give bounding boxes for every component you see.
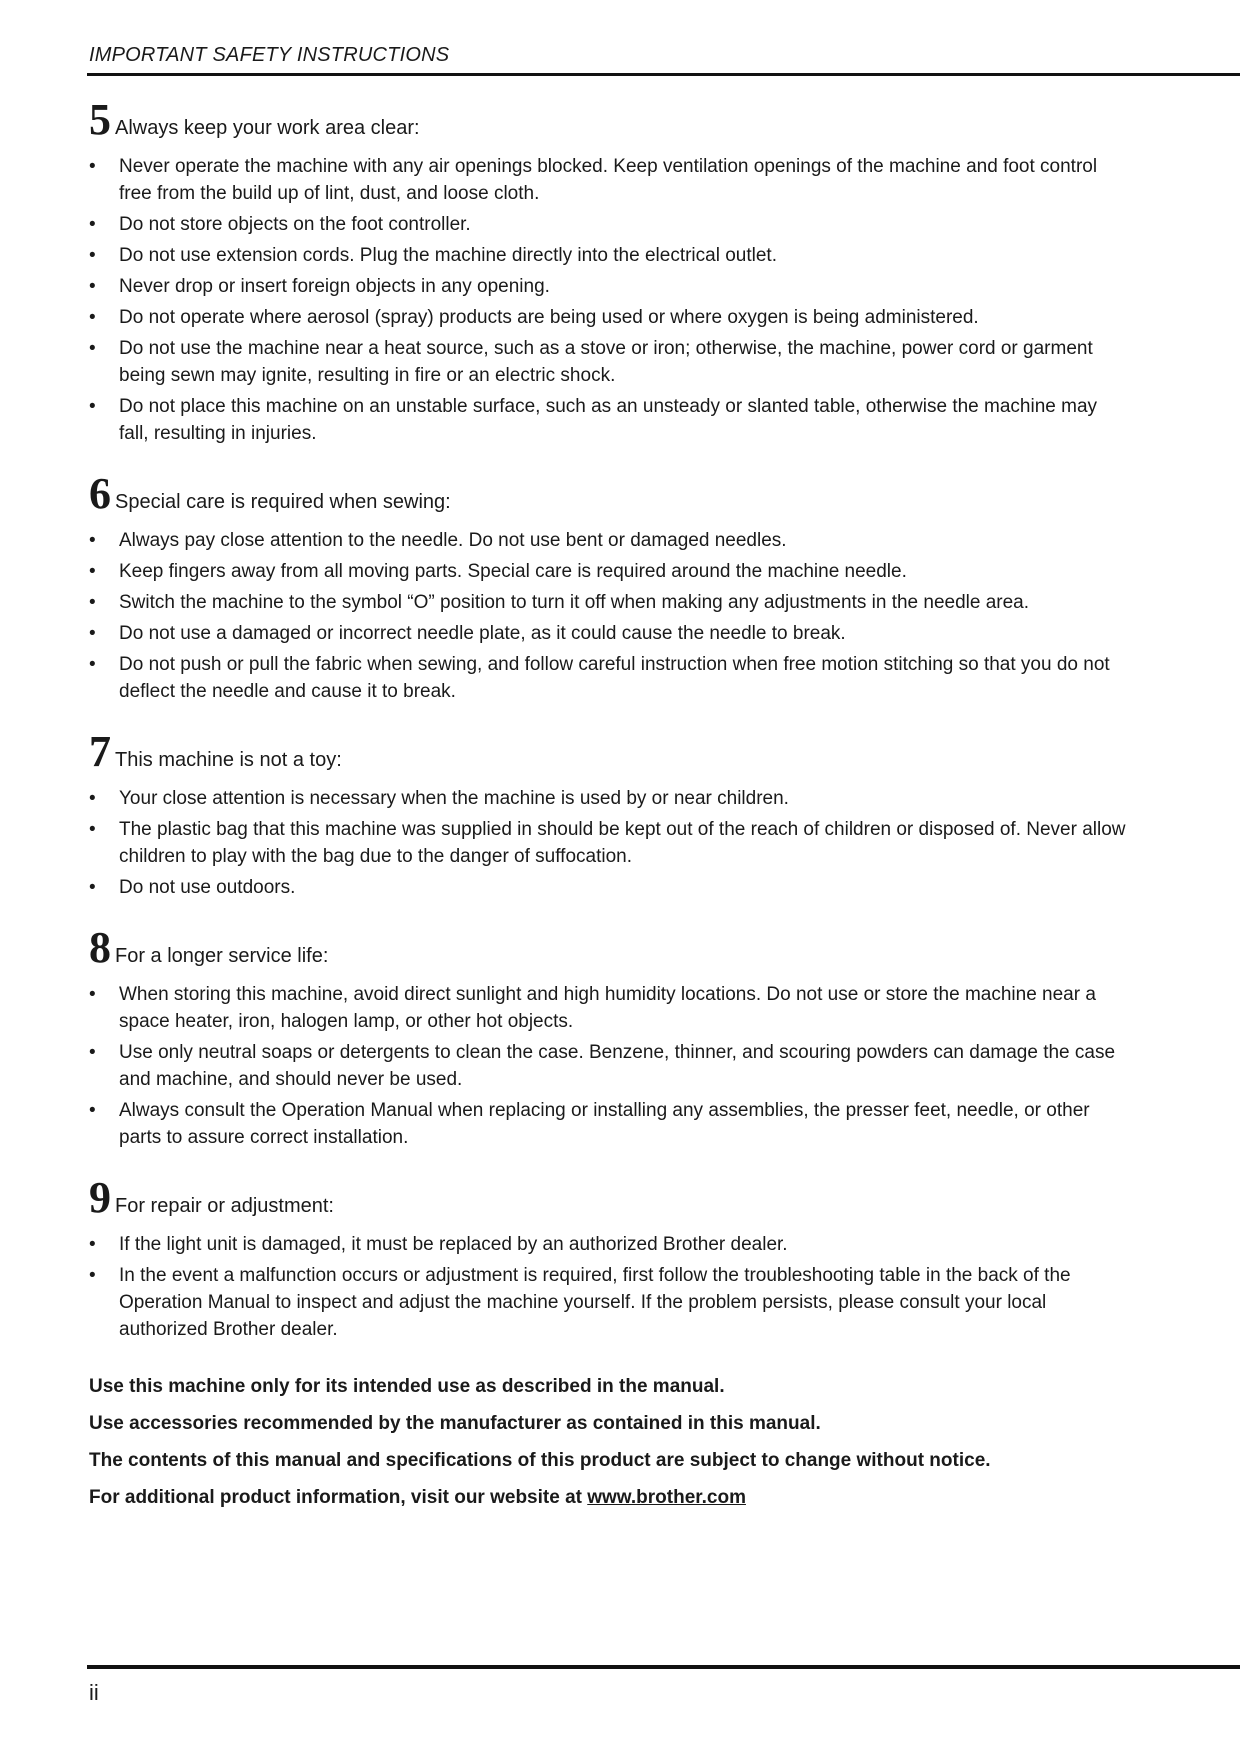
- section-heading: [89, 471, 1129, 517]
- bullet-icon: •: [89, 592, 96, 613]
- bullet-icon: •: [89, 338, 96, 359]
- bullet-icon: •: [89, 245, 96, 266]
- section-title: For a longer service life:: [115, 945, 329, 967]
- list-item-text: Do not place this machine on an unstable surface, such as an unsteady or slanted table, otherwise the machine may fall, resulting in injuries.: [119, 396, 1098, 444]
- list-item-text: In the event a malfunction occurs or adjustment is required, first follow the troubleshooting table in the back of the Operation Manual to inspect and adjust the machine yourself. If the problem persists, please consult your local authorized Brother dealer.: [119, 1265, 1071, 1340]
- instruction-list: [89, 785, 1129, 901]
- instruction-list: [89, 527, 1129, 705]
- running-header: IMPORTANT SAFETY INSTRUCTIONS: [89, 44, 450, 66]
- list-item-text: Do not use a damaged or incorrect needle plate, as it could cause the needle to break.: [119, 623, 846, 644]
- closing-note: Use accessories recommended by the manufacturer as contained in this manual.: [89, 1413, 821, 1434]
- bullet-icon: •: [89, 819, 96, 840]
- section-heading: [89, 925, 1129, 971]
- list-item-text: Keep fingers away from all moving parts. Special care is required around the machine needle.: [119, 561, 907, 582]
- section-title: For repair or adjustment:: [115, 1195, 334, 1217]
- section-title: Always keep your work area clear:: [115, 117, 420, 139]
- list-item: [89, 651, 1129, 705]
- list-item-text: The plastic bag that this machine was supplied in should be kept out of the reach of children or disposed of. Never allow children to play with the bag due to the danger of suffocation.: [119, 819, 1126, 867]
- section-number: 5: [89, 95, 111, 144]
- section-heading: [89, 97, 1129, 143]
- bullet-icon: •: [89, 1234, 96, 1255]
- website-note-text: For additional product information, visit our website at: [89, 1487, 588, 1508]
- safety-section-8: [89, 925, 1129, 1151]
- bullet-icon: •: [89, 877, 96, 898]
- bullet-icon: •: [89, 654, 96, 675]
- section-number: 9: [89, 1173, 111, 1222]
- list-item: [89, 211, 1129, 238]
- bullet-icon: •: [89, 156, 96, 177]
- list-item: [89, 981, 1129, 1035]
- bullet-icon: •: [89, 1265, 96, 1286]
- bullet-icon: •: [89, 396, 96, 417]
- instruction-list: [89, 981, 1129, 1151]
- list-item-text: Do not operate where aerosol (spray) products are being used or where oxygen is being administered.: [119, 307, 979, 328]
- list-item: [89, 393, 1129, 447]
- website-note: [89, 1484, 1129, 1511]
- list-item-text: Always consult the Operation Manual when replacing or installing any assemblies, the presser feet, needle, or other parts to assure correct installation.: [119, 1100, 1090, 1148]
- instruction-list: [89, 153, 1129, 447]
- list-item: [89, 273, 1129, 300]
- list-item-text: Never operate the machine with any air openings blocked. Keep ventilation openings of the machine and foot control free from the build up of lint, dust, and loose cloth.: [119, 156, 1098, 204]
- list-item: [89, 1039, 1129, 1093]
- bullet-icon: •: [89, 307, 96, 328]
- list-item: [89, 153, 1129, 207]
- section-number: 8: [89, 923, 111, 972]
- section-number: 7: [89, 727, 111, 776]
- closing-note: The contents of this manual and specifications of this product are subject to change without notice.: [89, 1450, 991, 1471]
- bullet-icon: •: [89, 276, 96, 297]
- instruction-list: [89, 1231, 1129, 1343]
- list-item: [89, 1231, 1129, 1258]
- bullet-icon: •: [89, 1042, 96, 1063]
- section-heading: [89, 729, 1129, 775]
- list-item: [89, 1262, 1129, 1343]
- list-item: [89, 1097, 1129, 1151]
- section-number: 6: [89, 469, 111, 518]
- website-link[interactable]: www.brother.com: [587, 1487, 746, 1508]
- list-item-text: Do not use extension cords. Plug the machine directly into the electrical outlet.: [119, 245, 777, 266]
- list-item: [89, 242, 1129, 269]
- list-item: [89, 874, 1129, 901]
- list-item-text: If the light unit is damaged, it must be replaced by an authorized Brother dealer.: [119, 1234, 788, 1255]
- list-item-text: Your close attention is necessary when the machine is used by or near children.: [119, 788, 789, 809]
- bullet-icon: •: [89, 788, 96, 809]
- list-item-text: Switch the machine to the symbol “O” position to turn it off when making any adjustments in the needle area.: [119, 592, 1030, 613]
- safety-section-5: [89, 97, 1129, 447]
- list-item: [89, 620, 1129, 647]
- list-item: [89, 816, 1129, 870]
- bullet-icon: •: [89, 623, 96, 644]
- bullet-icon: •: [89, 1100, 96, 1121]
- section-title: Special care is required when sewing:: [115, 491, 451, 513]
- bullet-icon: •: [89, 530, 96, 551]
- list-item-text: Do not push or pull the fabric when sewing, and follow careful instruction when free motion stitching so that you do not deflect the needle and cause it to break.: [119, 654, 1110, 702]
- bullet-icon: •: [89, 561, 96, 582]
- bullet-icon: •: [89, 984, 96, 1005]
- list-item-text: Use only neutral soaps or detergents to clean the case. Benzene, thinner, and scouring powders can damage the case and machine, and should never be used.: [119, 1042, 1116, 1090]
- list-item: [89, 527, 1129, 554]
- list-item-text: Always pay close attention to the needle. Do not use bent or damaged needles.: [119, 530, 787, 551]
- instructions-body: [89, 97, 1129, 1521]
- list-item: [89, 558, 1129, 585]
- closing-note: Use this machine only for its intended use as described in the manual.: [89, 1376, 725, 1397]
- list-item-text: Never drop or insert foreign objects in any opening.: [119, 276, 550, 297]
- page-number: ii: [89, 1680, 99, 1705]
- safety-section-9: [89, 1175, 1129, 1343]
- list-item: [89, 589, 1129, 616]
- list-item-text: Do not use outdoors.: [119, 877, 296, 898]
- section-heading: [89, 1175, 1129, 1221]
- footer-rule: [87, 1665, 1240, 1669]
- header-rule: [87, 73, 1240, 76]
- bullet-icon: •: [89, 214, 96, 235]
- list-item-text: Do not store objects on the foot controller.: [119, 214, 471, 235]
- safety-section-7: [89, 729, 1129, 901]
- list-item: [89, 785, 1129, 812]
- list-item-text: Do not use the machine near a heat source, such as a stove or iron; otherwise, the machine, power cord or garment being sewn may ignite, resulting in fire or an electric shock.: [119, 338, 1093, 386]
- list-item-text: When storing this machine, avoid direct sunlight and high humidity locations. Do not use or store the machine near a space heater, iron, halogen lamp, or other hot objects.: [119, 984, 1096, 1032]
- section-title: This machine is not a toy:: [115, 749, 342, 771]
- list-item: [89, 335, 1129, 389]
- safety-section-6: [89, 471, 1129, 705]
- closing-notes: [89, 1373, 1129, 1511]
- list-item: [89, 304, 1129, 331]
